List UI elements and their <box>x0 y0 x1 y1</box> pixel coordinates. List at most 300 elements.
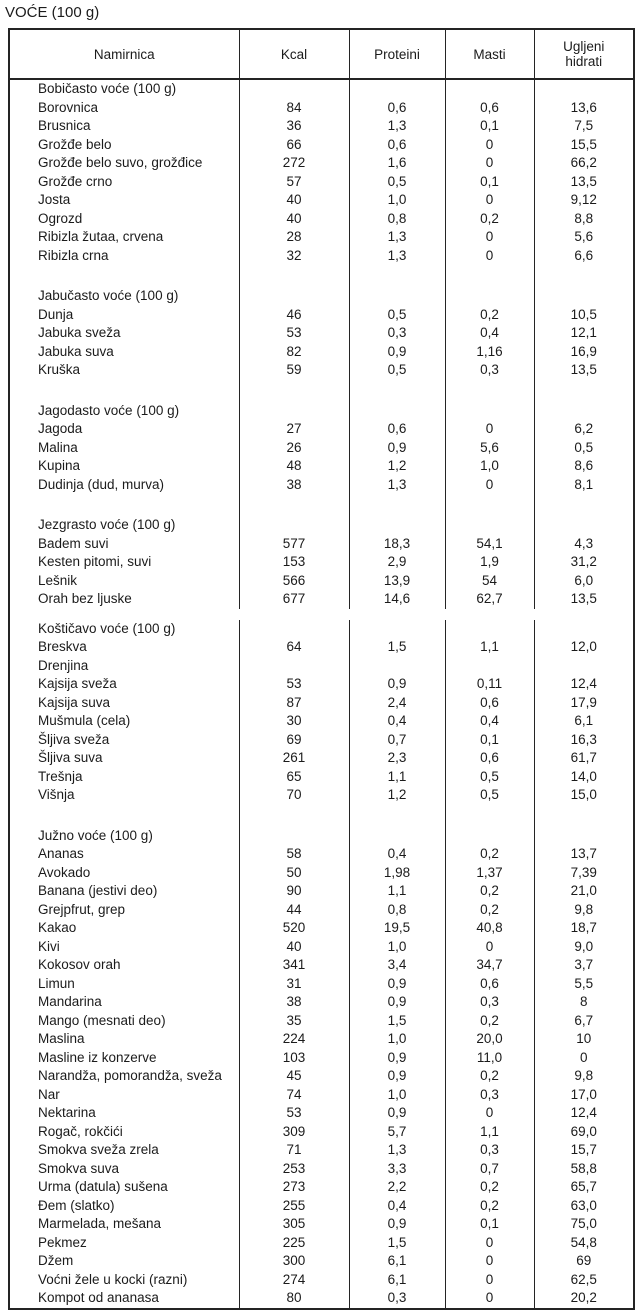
table-row <box>9 1215 634 1234</box>
header-row <box>9 29 634 79</box>
section-row <box>9 402 634 421</box>
table-row <box>9 136 634 155</box>
table-row <box>9 324 634 343</box>
kcal-cell: 38 <box>239 993 349 1012</box>
empty-cell <box>349 609 445 620</box>
masti-cell: 0 <box>445 191 534 210</box>
section-row <box>9 516 634 535</box>
proteini-cell: 0,7 <box>349 731 445 750</box>
proteini-cell: 0,9 <box>349 1067 445 1086</box>
proteini-cell: 1,3 <box>349 228 445 247</box>
table-row <box>9 786 634 805</box>
empty-cell <box>349 265 445 287</box>
empty-cell <box>349 494 445 516</box>
ugljeni-hidrati-cell: 13,5 <box>534 361 634 380</box>
proteini-cell: 5,7 <box>349 1123 445 1142</box>
table-row <box>9 993 634 1012</box>
ugljeni-hidrati-cell: 15,0 <box>534 786 634 805</box>
food-name-cell: Grožđe crno <box>38 173 113 189</box>
proteini-cell: 6,1 <box>349 1271 445 1290</box>
table-row <box>9 919 634 938</box>
food-name-cell: Kivi <box>38 938 60 954</box>
empty-cell <box>445 609 534 620</box>
kcal-cell: 272 <box>239 154 349 173</box>
table-row <box>9 694 634 713</box>
table-row <box>9 1123 634 1142</box>
masti-cell: 0 <box>445 938 534 957</box>
food-name-cell: Urma (datula) sušena <box>38 1179 168 1194</box>
kcal-cell: 70 <box>239 786 349 805</box>
food-name-cell: Banana (jestivi deo) <box>38 883 158 898</box>
table-row <box>9 731 634 750</box>
food-name-cell: Jabuka suva <box>38 343 114 359</box>
kcal-cell: 32 <box>239 247 349 266</box>
proteini-cell: 1,1 <box>349 882 445 901</box>
nutrition-table <box>8 28 635 1310</box>
ugljeni-hidrati-cell: 9,12 <box>534 191 634 210</box>
food-name-cell: Brusnica <box>38 118 91 133</box>
ugljeni-hidrati-cell: 6,0 <box>534 572 634 591</box>
masti-cell: 0,1 <box>445 1215 534 1234</box>
masti-cell: 0,5 <box>445 786 534 805</box>
ugljeni-hidrati-cell: 58,8 <box>534 1160 634 1179</box>
food-name-cell: Ribizla žutaa, crvena <box>38 229 164 244</box>
proteini-cell: 1,0 <box>349 938 445 957</box>
food-name-cell: Mango (mesnati deo) <box>38 1012 166 1028</box>
ugljeni-hidrati-cell: 10 <box>534 1030 634 1049</box>
kcal-cell: 31 <box>239 975 349 994</box>
kcal-cell: 341 <box>239 956 349 975</box>
kcal-cell: 59 <box>239 361 349 380</box>
ugljeni-hidrati-cell: 61,7 <box>534 749 634 768</box>
kcal-cell: 27 <box>239 420 349 439</box>
table-row <box>9 1234 634 1253</box>
food-name-cell: Kruška <box>38 362 81 377</box>
kcal-cell: 57 <box>239 173 349 192</box>
food-name-cell: Pekmez <box>38 1234 87 1250</box>
masti-cell: 11,0 <box>445 1049 534 1068</box>
empty-cell <box>349 380 445 402</box>
table-row <box>9 712 634 731</box>
proteini-cell: 0,4 <box>349 845 445 864</box>
ugljeni-hidrati-cell: 6,1 <box>534 712 634 731</box>
column-header-kcal: Kcal <box>239 29 349 79</box>
empty-cell <box>534 265 634 287</box>
kcal-cell: 80 <box>239 1289 349 1309</box>
food-name-cell: Kakao <box>38 920 77 935</box>
kcal-cell: 103 <box>239 1049 349 1068</box>
proteini-cell: 0,4 <box>349 712 445 731</box>
empty-cell <box>534 805 634 827</box>
ugljeni-hidrati-cell: 12,4 <box>534 1104 634 1123</box>
proteini-cell: 0,9 <box>349 975 445 994</box>
proteini-cell: 1,98 <box>349 864 445 883</box>
kcal-cell: 520 <box>239 919 349 938</box>
table-row <box>9 938 634 957</box>
ugljeni-hidrati-cell: 9,8 <box>534 1067 634 1086</box>
empty-cell <box>349 805 445 827</box>
proteini-cell: 2,4 <box>349 694 445 713</box>
ugljeni-hidrati-cell <box>534 516 634 535</box>
kcal-cell: 35 <box>239 1012 349 1031</box>
kcal-cell: 30 <box>239 712 349 731</box>
food-name-cell: Ananas <box>38 846 84 861</box>
kcal-cell: 74 <box>239 1086 349 1105</box>
ugljeni-hidrati-cell: 8,8 <box>534 210 634 229</box>
food-name-cell: Ogrozd <box>38 210 83 226</box>
masti-cell: 0,2 <box>445 1067 534 1086</box>
table-row <box>9 675 634 694</box>
spacer-row <box>9 494 634 516</box>
table-row <box>9 1086 634 1105</box>
section-row <box>9 79 634 99</box>
proteini-cell: 0,3 <box>349 1289 445 1309</box>
masti-cell: 0,5 <box>445 768 534 787</box>
kcal-cell: 40 <box>239 191 349 210</box>
masti-cell <box>445 620 534 639</box>
kcal-cell: 53 <box>239 1104 349 1123</box>
ugljeni-hidrati-cell: 8,1 <box>534 476 634 495</box>
kcal-cell: 66 <box>239 136 349 155</box>
ugljeni-hidrati-cell: 63,0 <box>534 1197 634 1216</box>
food-name-cell: Šljiva suva <box>38 750 103 765</box>
empty-cell <box>239 265 349 287</box>
empty-cell <box>9 265 239 287</box>
masti-cell: 0 <box>445 136 534 155</box>
food-name-cell: Josta <box>38 192 71 207</box>
table-row <box>9 1252 634 1271</box>
kcal-cell <box>239 516 349 535</box>
ugljeni-hidrati-cell: 17,9 <box>534 694 634 713</box>
empty-cell <box>534 494 634 516</box>
food-name-cell: Grožđe belo <box>38 136 112 152</box>
empty-cell <box>445 805 534 827</box>
masti-cell <box>445 287 534 306</box>
table-row <box>9 361 634 380</box>
ugljeni-hidrati-cell: 12,1 <box>534 324 634 343</box>
kcal-cell: 90 <box>239 882 349 901</box>
masti-cell: 0,4 <box>445 324 534 343</box>
food-name-cell: Narandža, pomorandža, sveža <box>38 1068 222 1083</box>
empty-cell <box>534 380 634 402</box>
proteini-cell: 1,0 <box>349 191 445 210</box>
table-row <box>9 1160 634 1179</box>
masti-cell: 0,2 <box>445 1197 534 1216</box>
table-row <box>9 99 634 118</box>
ugljeni-hidrati-cell: 62,5 <box>534 1271 634 1290</box>
food-name-cell: Šljiva sveža <box>38 731 110 747</box>
masti-cell: 34,7 <box>445 956 534 975</box>
food-name-cell: Jagodasto voće (100 g) <box>38 402 180 418</box>
kcal-cell: 69 <box>239 731 349 750</box>
empty-cell <box>239 380 349 402</box>
proteini-cell: 1,3 <box>349 117 445 136</box>
food-name-cell: Masline iz konzerve <box>38 1049 157 1065</box>
ugljeni-hidrati-cell: 9,8 <box>534 901 634 920</box>
proteini-cell: 1,2 <box>349 786 445 805</box>
food-name-cell: Trešnja <box>38 768 83 784</box>
table-row <box>9 1141 634 1160</box>
kcal-cell: 261 <box>239 749 349 768</box>
table-row <box>9 956 634 975</box>
kcal-cell: 566 <box>239 572 349 591</box>
ugljeni-hidrati-cell: 20,2 <box>534 1289 634 1309</box>
spacer-row <box>9 609 634 620</box>
proteini-cell: 1,3 <box>349 476 445 495</box>
table-row <box>9 768 634 787</box>
proteini-cell: 1,6 <box>349 154 445 173</box>
masti-cell: 0,2 <box>445 1178 534 1197</box>
proteini-cell: 1,0 <box>349 1030 445 1049</box>
ugljeni-hidrati-cell <box>534 287 634 306</box>
kcal-cell: 309 <box>239 1123 349 1142</box>
kcal-cell: 84 <box>239 99 349 118</box>
food-name-cell: Džem <box>38 1253 74 1268</box>
table-row <box>9 638 634 657</box>
masti-cell: 0,2 <box>445 845 534 864</box>
proteini-cell: 1,0 <box>349 1086 445 1105</box>
table-row <box>9 535 634 554</box>
food-name-cell: Jagoda <box>38 421 83 436</box>
table-row <box>9 1178 634 1197</box>
kcal-cell: 225 <box>239 1234 349 1253</box>
table-row <box>9 1197 634 1216</box>
food-name-cell: Dunja <box>38 306 74 322</box>
column-header-ugljeni-hidrati: Ugljeni hidrati <box>534 29 634 79</box>
food-name-cell: Koštičavo voće (100 g) <box>38 620 176 636</box>
food-name-cell: Nar <box>38 1086 60 1102</box>
food-name-cell: Kajsija sveža <box>38 676 117 691</box>
table-row <box>9 306 634 325</box>
ugljeni-hidrati-cell: 6,7 <box>534 1012 634 1031</box>
section-row <box>9 827 634 846</box>
ugljeni-hidrati-cell: 4,3 <box>534 535 634 554</box>
ugljeni-hidrati-cell: 65,7 <box>534 1178 634 1197</box>
proteini-cell: 3,3 <box>349 1160 445 1179</box>
food-name-cell: Orah bez ljuske <box>38 591 132 606</box>
food-name-cell: Rogač, rokčići <box>38 1123 123 1139</box>
empty-cell <box>445 494 534 516</box>
food-name-cell: Nektarina <box>38 1105 96 1120</box>
ugljeni-hidrati-cell: 6,2 <box>534 420 634 439</box>
kcal-cell: 224 <box>239 1030 349 1049</box>
ugljeni-hidrati-cell: 17,0 <box>534 1086 634 1105</box>
masti-cell: 0 <box>445 420 534 439</box>
kcal-cell: 65 <box>239 768 349 787</box>
kcal-cell: 40 <box>239 210 349 229</box>
masti-cell: 0 <box>445 1104 534 1123</box>
kcal-cell: 274 <box>239 1271 349 1290</box>
food-name-cell: Kokosov orah <box>38 957 121 972</box>
masti-cell <box>445 79 534 99</box>
food-name-cell: Južno voće (100 g) <box>38 827 153 843</box>
proteini-cell <box>349 79 445 99</box>
kcal-cell: 53 <box>239 324 349 343</box>
food-name-cell: Marmelada, mešana <box>38 1216 162 1231</box>
masti-cell: 1,37 <box>445 864 534 883</box>
table-row <box>9 1271 634 1290</box>
food-name-cell: Mušmula (cela) <box>38 713 131 728</box>
proteini-cell: 0,6 <box>349 99 445 118</box>
proteini-cell: 0,5 <box>349 173 445 192</box>
masti-cell: 1,1 <box>445 1123 534 1142</box>
table-row <box>9 191 634 210</box>
proteini-cell: 1,5 <box>349 638 445 657</box>
ugljeni-hidrati-cell: 6,6 <box>534 247 634 266</box>
empty-cell <box>9 494 239 516</box>
ugljeni-hidrati-cell: 0,5 <box>534 439 634 458</box>
food-name-cell: Limun <box>38 975 75 991</box>
table-row <box>9 901 634 920</box>
ugljeni-hidrati-cell: 66,2 <box>534 154 634 173</box>
masti-cell: 0,2 <box>445 210 534 229</box>
masti-cell: 0,2 <box>445 306 534 325</box>
masti-cell: 0,3 <box>445 1141 534 1160</box>
masti-cell: 5,6 <box>445 439 534 458</box>
ugljeni-hidrati-cell: 13,5 <box>534 590 634 609</box>
masti-cell: 0 <box>445 1271 534 1290</box>
masti-cell: 20,0 <box>445 1030 534 1049</box>
table-row <box>9 1289 634 1309</box>
masti-cell: 0,2 <box>445 1012 534 1031</box>
food-name-cell: Malina <box>38 439 78 455</box>
kcal-cell: 255 <box>239 1197 349 1216</box>
food-name-cell: Maslina <box>38 1031 85 1046</box>
ugljeni-hidrati-cell: 0 <box>534 1049 634 1068</box>
table-row <box>9 864 634 883</box>
table-row <box>9 749 634 768</box>
proteini-cell: 0,4 <box>349 1197 445 1216</box>
ugljeni-hidrati-cell: 12,0 <box>534 638 634 657</box>
proteini-cell: 2,2 <box>349 1178 445 1197</box>
proteini-cell: 2,3 <box>349 749 445 768</box>
proteini-cell: 1,1 <box>349 768 445 787</box>
proteini-cell: 3,4 <box>349 956 445 975</box>
proteini-cell: 14,6 <box>349 590 445 609</box>
masti-cell: 0 <box>445 228 534 247</box>
masti-cell: 0,1 <box>445 117 534 136</box>
masti-cell: 0 <box>445 476 534 495</box>
food-name-cell: Smokva sveža zrela <box>38 1142 159 1157</box>
masti-cell: 0 <box>445 1289 534 1309</box>
proteini-cell: 1,5 <box>349 1012 445 1031</box>
masti-cell: 0,4 <box>445 712 534 731</box>
proteini-cell: 0,8 <box>349 901 445 920</box>
table-row <box>9 343 634 362</box>
spacer-row <box>9 265 634 287</box>
empty-cell <box>9 805 239 827</box>
kcal-cell: 44 <box>239 901 349 920</box>
table-row <box>9 1030 634 1049</box>
ugljeni-hidrati-cell: 7,5 <box>534 117 634 136</box>
table-row <box>9 210 634 229</box>
table-row <box>9 439 634 458</box>
food-name-cell: Đem (slatko) <box>38 1197 115 1213</box>
masti-cell: 0,3 <box>445 1086 534 1105</box>
table-row <box>9 1067 634 1086</box>
proteini-cell <box>349 827 445 846</box>
table-row <box>9 572 634 591</box>
masti-cell: 0 <box>445 154 534 173</box>
empty-cell <box>445 265 534 287</box>
masti-cell: 0,2 <box>445 882 534 901</box>
masti-cell: 54 <box>445 572 534 591</box>
food-name-cell: Badem suvi <box>38 535 109 551</box>
food-name-cell: Jabučasto voće (100 g) <box>38 288 179 303</box>
proteini-cell: 0,6 <box>349 136 445 155</box>
proteini-cell: 1,3 <box>349 1141 445 1160</box>
table-row <box>9 154 634 173</box>
kcal-cell: 253 <box>239 1160 349 1179</box>
ugljeni-hidrati-cell: 16,3 <box>534 731 634 750</box>
section-row <box>9 620 634 639</box>
table-row <box>9 228 634 247</box>
masti-cell: 0,3 <box>445 361 534 380</box>
empty-cell <box>445 380 534 402</box>
masti-cell: 0 <box>445 1234 534 1253</box>
kcal-cell: 26 <box>239 439 349 458</box>
proteini-cell: 19,5 <box>349 919 445 938</box>
food-name-cell: Kesten pitomi, suvi <box>38 554 152 569</box>
section-row <box>9 287 634 306</box>
ugljeni-hidrati-cell <box>534 827 634 846</box>
table-body <box>9 79 634 1309</box>
ugljeni-hidrati-cell: 5,5 <box>534 975 634 994</box>
table-row <box>9 457 634 476</box>
proteini-cell <box>349 657 445 676</box>
masti-cell: 0 <box>445 247 534 266</box>
ugljeni-hidrati-cell: 21,0 <box>534 882 634 901</box>
kcal-cell: 36 <box>239 117 349 136</box>
table-row <box>9 247 634 266</box>
ugljeni-hidrati-cell: 15,7 <box>534 1141 634 1160</box>
empty-cell <box>9 380 239 402</box>
kcal-cell: 300 <box>239 1252 349 1271</box>
ugljeni-hidrati-cell: 8,6 <box>534 457 634 476</box>
kcal-cell: 305 <box>239 1215 349 1234</box>
proteini-cell: 0,9 <box>349 343 445 362</box>
kcal-cell: 82 <box>239 343 349 362</box>
proteini-cell <box>349 287 445 306</box>
kcal-cell: 64 <box>239 638 349 657</box>
food-name-cell: Lešnik <box>38 572 78 588</box>
masti-cell: 1,1 <box>445 638 534 657</box>
masti-cell <box>445 657 534 676</box>
masti-cell: 0,7 <box>445 1160 534 1179</box>
proteini-cell: 6,1 <box>349 1252 445 1271</box>
masti-cell <box>445 516 534 535</box>
ugljeni-hidrati-cell: 13,7 <box>534 845 634 864</box>
food-name-cell: Ribizla crna <box>38 247 109 263</box>
table-row <box>9 173 634 192</box>
food-name-cell: Jabuka sveža <box>38 325 121 340</box>
ugljeni-hidrati-cell <box>534 657 634 676</box>
proteini-cell: 1,2 <box>349 457 445 476</box>
ugljeni-hidrati-cell: 8 <box>534 993 634 1012</box>
column-header-proteini: Proteini <box>349 29 445 79</box>
proteini-cell: 0,5 <box>349 361 445 380</box>
proteini-cell: 2,9 <box>349 553 445 572</box>
masti-cell <box>445 827 534 846</box>
proteini-cell: 0,9 <box>349 1049 445 1068</box>
proteini-cell <box>349 402 445 421</box>
food-name-cell: Avokado <box>38 864 91 880</box>
kcal-cell: 677 <box>239 590 349 609</box>
ugljeni-hidrati-cell <box>534 79 634 99</box>
masti-cell: 1,9 <box>445 553 534 572</box>
food-name-cell: Borovnica <box>38 99 99 115</box>
ugljeni-hidrati-cell: 15,5 <box>534 136 634 155</box>
